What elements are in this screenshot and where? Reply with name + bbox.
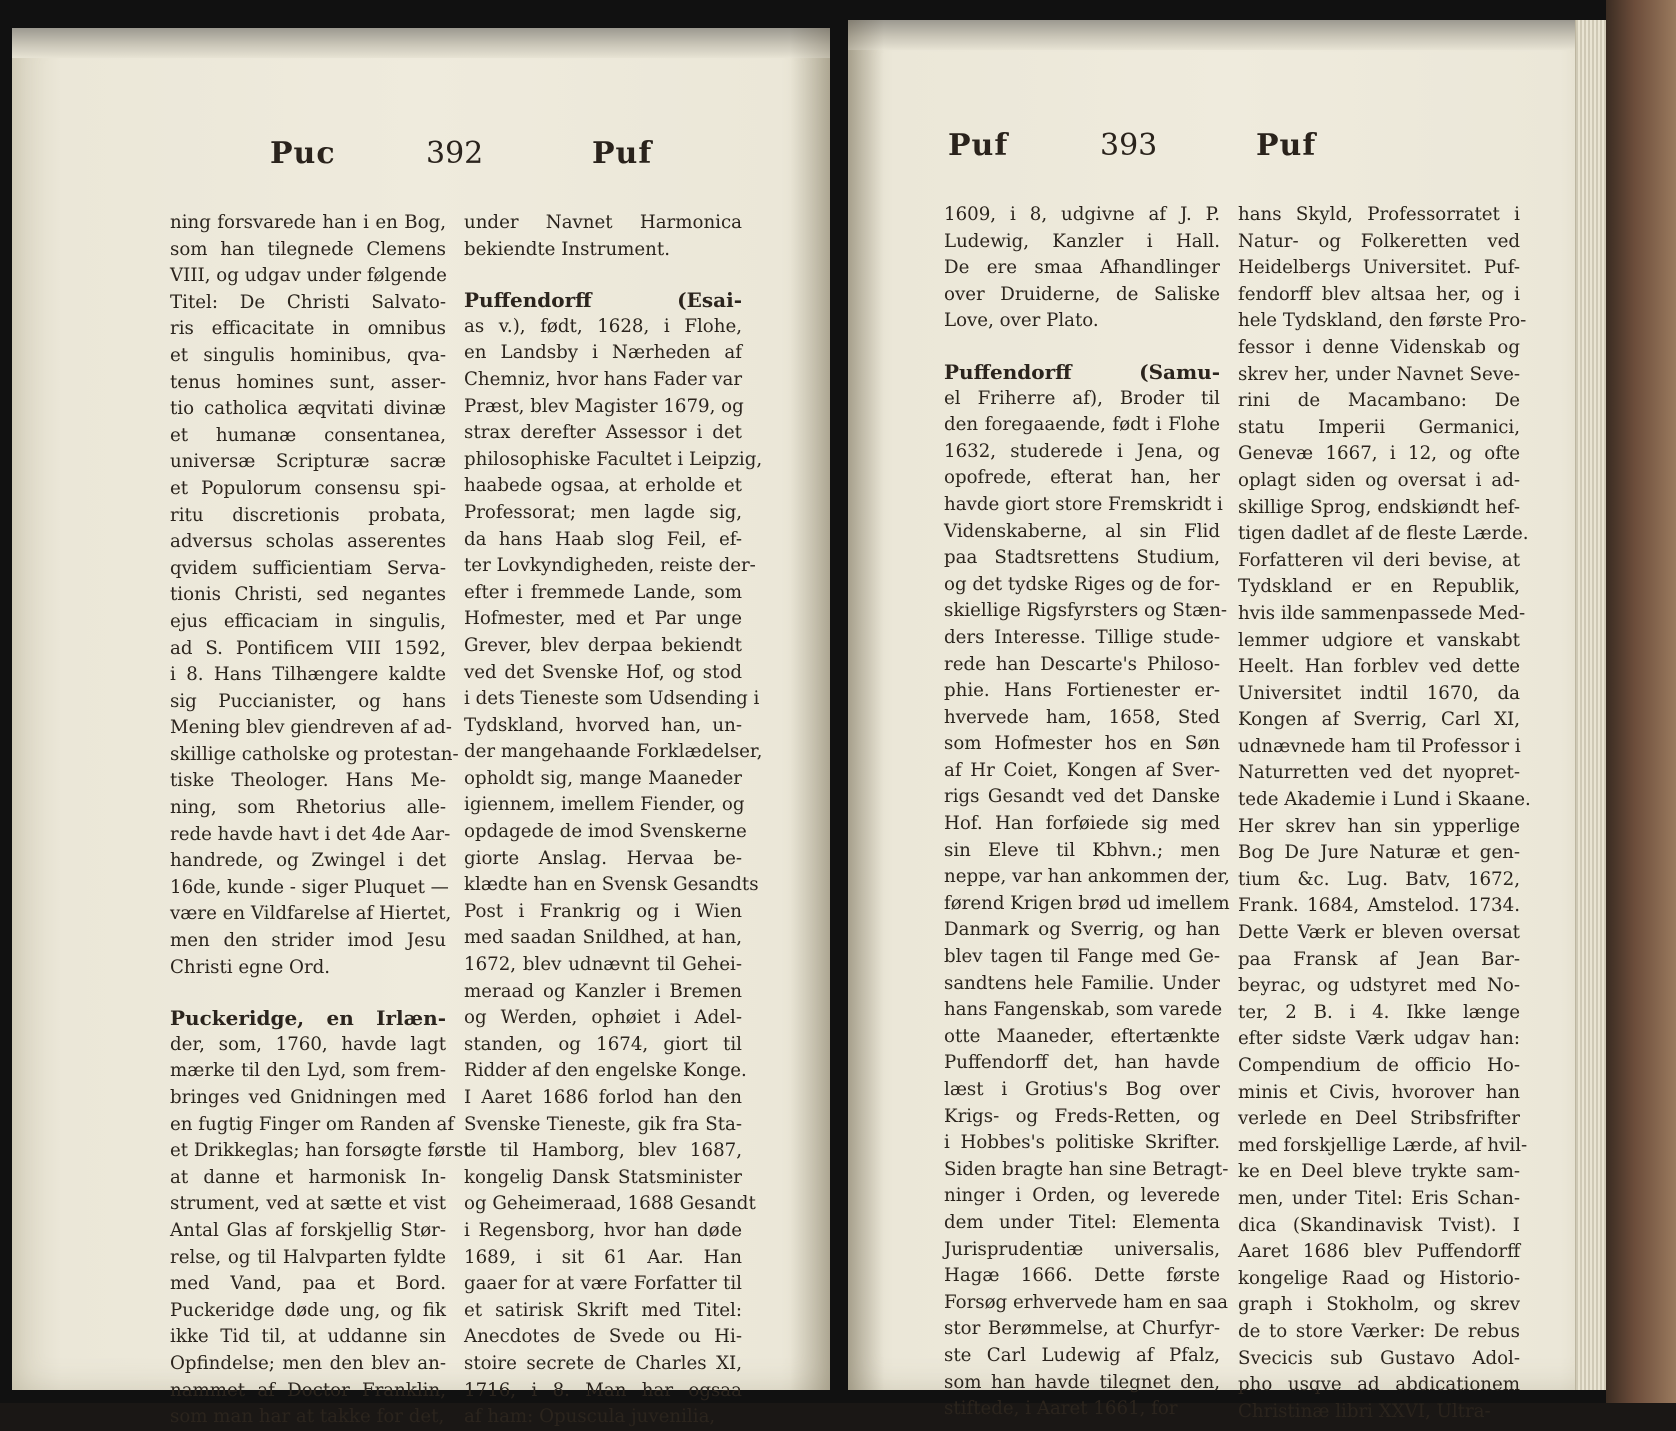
text-line: tenus homines sunt, asser- [170,371,446,393]
text-line: læst i Grotius's Bog over [944,1079,1220,1100]
text-line: nammet af Doctor Franklin, [170,1379,446,1401]
text-line: Forsøg erhvervede ham en saa [944,1291,1228,1313]
text-line: i dets Tieneste som Udsending i [464,688,760,710]
text-line: Hof. Han forføiede sig med [944,813,1220,835]
text-line: verlede en Deel Stribsfrifter [1238,1108,1520,1130]
text-line: i Hobbes's politiske Skrifter. [944,1132,1220,1154]
text-column [170,210,471,1431]
text-line: efter i fremmede Lande, som [464,581,742,603]
text-line: Kongen af Sverrig, Carl XI, [1238,709,1520,731]
left-page [12,28,830,1428]
text-line: Mening blev giendreven af ad- [170,717,452,739]
text-line: Professorat; men lagde sig, [464,501,742,523]
text-line: Frank. 1684, Amstelod. 1734. [1238,895,1520,917]
text-line: stiftede, i Aaret 1661, for [944,1398,1178,1420]
page-top-edge [848,20,1606,50]
text-line: med Vand, paa et Bord. [170,1273,446,1295]
text-line: gaaer for at være Forfatter til [464,1273,742,1295]
text-line: tio catholica æqvitati divinæ [170,398,446,420]
text-line: tigen dadlet af de fleste Lærde. [1238,523,1529,545]
text-line: som Hofmester hos en Søn [944,733,1220,755]
text-line: mærke til den Lyd, som frem- [170,1060,446,1082]
text-line: tede Akademie i Lund i Skaane. [1238,789,1531,811]
text-line: universæ Scripturæ sacræ [170,451,446,473]
text-line: Jurisprudentiæ universalis, [944,1238,1220,1260]
text-line: paa Fransk af Jean Bar- [1238,948,1520,970]
entry-headword-line: Puffendorff (Samu- [944,359,1220,384]
text-line: ke en Deel bleve trykte sam- [1238,1161,1520,1183]
text-line: VIII, og udgav under følgende [170,265,447,287]
text-line: de to store Værker: De rebus [1238,1320,1520,1342]
header-left-word: Puc [270,136,336,171]
text-line: være en Vildfarelse af Hiertet, [170,903,452,925]
text-line: Heidelbergs Universitet. Puf- [1238,257,1520,279]
text-line: Universitet indtil 1670, da [1238,682,1520,704]
text-line: rigs Gesandt ved det Danske [944,786,1220,808]
text-line: ritu discretionis probata, [170,504,446,526]
text-line: Præst, blev Magister 1679, og [464,395,744,417]
text-line: blev tagen til Fange med Ge- [944,946,1220,968]
text-line: philosophiske Facultet i Leipzig, [464,448,763,470]
text-line: Chemniz, hvor hans Fader var [464,368,743,390]
text-line: Videnskaberne, al sin Flid [944,520,1220,542]
text-line: as v.), født, 1628, i Flohe, [464,315,742,337]
header-left-word: Puf [948,128,1009,163]
text-line: 1689, i sit 61 Aar. Han [464,1246,742,1268]
text-line: dica (Skandinavisk Tvist). I [1238,1214,1520,1236]
text-line: opofrede, efterat han, her [944,467,1220,489]
text-line: Danmark og Sverrig, og han [944,919,1220,941]
text-line: Natur- og Folkeretten ved [1238,230,1520,252]
text-line: Antal Glas af forskjellig Stør- [170,1219,446,1241]
text-line: Post i Frankrig og i Wien [464,900,742,922]
text-line: et satirisk Skrift med Titel: [464,1299,742,1321]
text-line: den foregaaende, født i Flohe [944,414,1220,436]
text-line: ninger i Orden, og leverede [944,1185,1220,1207]
paragraph-gap [464,263,742,287]
text-line: ders Interesse. Tillige stude- [944,626,1220,648]
text-line: standen, og 1674, giort til [464,1033,742,1055]
text-line: paa Stadtsrettens Studium, [944,547,1220,569]
text-line: pho usqve ad abdicationem [1238,1374,1520,1396]
text-line: ved det Svenske Hof, og stod [464,661,742,683]
text-line: af ham: Opuscula juvenilia, [464,1406,716,1428]
page-number: 392 [426,136,484,171]
text-line: Tydskland er en Republik, [1238,576,1520,598]
paragraph-gap [944,335,1220,359]
text-line: dem under Titel: Elementa [944,1211,1220,1233]
text-line: statu Imperii Germanici, [1238,416,1520,438]
text-line: i Regensborg, hvor han døde [464,1219,742,1241]
text-line: Grever, blev derpaa bekiendt [464,634,742,656]
text-line: hans Skyld, Professorratet i [1238,204,1520,225]
header-right-word: Puf [1256,128,1317,163]
text-line: haabede ogsaa, at erholde et [464,475,742,497]
text-line: udnævnede ham til Professor i [1238,735,1521,757]
text-line: bekiendte Instrument. [464,238,670,260]
text-line: relse, og til Halvparten fyldte [170,1246,446,1268]
text-line: under Navnet Harmonica [464,212,742,233]
running-header [12,136,830,186]
text-line: hvis ilde sammenpassede Med- [1238,602,1526,624]
text-line: giorte Anslag. Hervaa be- [464,847,742,869]
text-line: kongelige Raad og Historio- [1238,1267,1520,1289]
text-line: de til Hamborg, blev 1687, [464,1140,742,1162]
text-line: stor Berømmelse, at Churfyr- [944,1318,1220,1340]
entry-headword-line: Puffendorff (Esai- [464,288,742,313]
text-line: opdagede de imod Svenskerne [464,821,747,843]
text-line: men, under Titel: Eris Schan- [1238,1187,1520,1209]
text-line: fessor i denne Videnskab og [1238,336,1520,358]
text-line: fendorff blev altsaa her, og i [1238,283,1520,305]
text-line: 1672, blev udnævnt til Gehei- [464,954,742,976]
text-line: otte Maaneder, eftertænkte [944,1025,1220,1047]
text-line: Titel: De Christi Salvato- [170,291,446,313]
text-line: og Geheimeraad, 1688 Gesandt [464,1193,756,1215]
text-line: rede han Descarte's Philoso- [944,653,1220,675]
text-line: klædte han en Svensk Gesandts [464,874,759,896]
text-line: skillige catholske og protestan- [170,743,459,765]
text-column [944,202,1230,1423]
page-stack-edge [1575,20,1606,1390]
text-line: over Druiderne, de Saliske [944,283,1220,305]
text-line: 1632, studerede i Jena, og [944,440,1220,462]
text-line: hvervede ham, 1658, Sted [944,706,1220,728]
text-line: Tydskland, hvorved han, un- [464,714,742,736]
text-line: minis et Civis, hvorover han [1238,1081,1520,1103]
text-line: ter, 2 B. i 4. Ikke længe [1238,1001,1520,1023]
text-line: el Friherre af), Broder til [944,387,1220,409]
text-line: i 8. Hans Tilhængere kaldte [170,664,446,686]
text-line: ad S. Pontificem VIII 1592, [170,637,446,659]
text-line: og Werden, ophøiet i Adel- [464,1007,742,1029]
text-line: med saadan Snildhed, at han, [464,927,742,949]
right-page [848,20,1606,1422]
gutter-shadow [848,20,884,1390]
text-line: tium &c. Lug. Batv, 1672, [1238,868,1520,890]
text-line: Puckeridge døde ung, og fik [170,1299,446,1321]
text-line: lemmer udgiore et vanskabt [1238,629,1520,651]
text-line: Aaret 1686 blev Puffendorff [1238,1241,1520,1263]
text-line: ris efficacitate in omnibus [170,318,446,340]
text-line: Christi egne Ord. [170,956,331,978]
text-line: graph i Stokholm, og skrev [1238,1294,1520,1316]
text-line: igiennem, imellem Fiender, og [464,794,745,816]
text-line: at danne et harmonisk In- [170,1166,446,1188]
text-line: Svecicis sub Gustavo Adol- [1238,1347,1520,1369]
text-line: skillige Sprog, endskiøndt hef- [1238,496,1520,518]
text-line: oplagt siden og oversat i ad- [1238,469,1520,491]
text-line: Krigs- og Freds-Retten, og [944,1105,1220,1127]
text-line: et humanæ consentanea, [170,424,446,446]
text-line: strument, ved at sætte et vist [170,1193,446,1215]
text-line: bringes ved Gnidningen med [170,1087,446,1108]
text-line: et Drikkeglas; han forsøgte først [170,1140,471,1162]
text-line: qvidem sufficientiam Serva- [170,557,446,579]
entry-headword-line: Puckeridge, en Irlæn- [170,1006,446,1031]
text-line: ikke Tid til, at uddanne sin [170,1326,446,1348]
page-top-edge [12,28,830,58]
text-line: Genevæ 1667, i 12, og ofte [1238,443,1520,465]
text-line: Bog De Jure Naturæ et gen- [1238,842,1520,864]
text-line: skrev her, under Navnet Seve- [1238,363,1520,385]
text-line: strax derefter Assessor i det [464,422,742,444]
text-column [1238,202,1531,1425]
text-line: Siden bragte han sine Betragt- [944,1158,1229,1180]
text-line: Hofmester, med et Par unge [464,608,742,630]
text-line: sig Puccianister, og hans [170,690,446,712]
text-line: Svenske Tieneste, gik fra Sta- [464,1113,742,1135]
text-column [464,210,763,1431]
text-line: et Populorum consensu spi- [170,477,446,499]
text-line: Opfindelse; men den blev an- [170,1352,446,1374]
text-line: der, som, 1760, havde lagt [170,1033,446,1055]
text-line: Ridder af den engelske Konge. [464,1060,747,1082]
text-line: ejus efficaciam in singulis, [170,610,446,632]
text-line: som han tilegnede Clemens [170,238,446,260]
text-line: meraad og Kanzler i Bremen [464,980,742,1002]
text-line: efter sidste Værk udgav han: [1238,1028,1520,1050]
text-line: havde giort store Fremskridt i [944,493,1223,515]
text-line: da hans Haab slog Feil, ef- [464,528,742,550]
book-cover-edge [1606,0,1676,1403]
text-line: sandtens hele Familie. Under [944,972,1220,994]
text-line: Compendium de officio Ho- [1238,1055,1520,1076]
text-line: rini de Macambano: De [1238,390,1520,412]
text-line: et singulis hominibus, qva- [170,344,446,366]
running-header [848,128,1606,178]
text-line: og det tydske Riges og de for- [944,573,1221,595]
text-line: Hagæ 1666. Dette første [944,1265,1220,1287]
text-line: neppe, var han ankommen der, [944,866,1230,888]
text-line: Puffendorff det, han havde [944,1052,1220,1074]
gutter-shadow [790,28,830,1390]
text-line: ste Carl Ludewig af Pfalz, [944,1344,1220,1366]
text-line: Christinæ libri XXVI, Ultra- [1238,1400,1491,1422]
text-line: som han havde tilegnet den, [944,1371,1220,1393]
text-line: 16de, kunde - siger Pluquet — [170,876,449,898]
header-right-word: Puf [592,136,653,171]
text-line: Forfatteren vil deri bevise, at [1238,549,1520,571]
text-line: Anecdotes de Svede ou Hi- [464,1326,742,1348]
text-line: Dette Værk er bleven oversat [1238,922,1520,944]
text-line: en Landsby i Nærheden af [464,342,742,364]
text-line: 1609, i 8, udgivne af J. P. [944,204,1220,225]
text-line: med forskjellige Lærde, af hvil- [1238,1134,1528,1156]
text-line: rede havde havt i det 4de Aar- [170,823,451,845]
text-line: handrede, og Zwingel i det [170,850,446,872]
text-line: tiske Theologer. Hans Me- [170,770,446,792]
text-line: hele Tydskland, den første Pro- [1238,310,1527,332]
text-line: hans Fangenskab, som varede [944,999,1223,1021]
text-line: I Aaret 1686 forlod han den [464,1087,742,1108]
text-line: ning, som Rhetorius alle- [170,797,446,819]
text-line: stoire secrete de Charles XI, [464,1352,742,1374]
text-line: ning forsvarede han i en Bog, [170,212,446,233]
text-line: Heelt. Han forblev ved dette [1238,656,1520,678]
text-line: som man har at takke for det, [170,1406,445,1428]
text-line: af Hr Coiet, Kongen af Sver- [944,759,1220,781]
text-line: sin Eleve til Kbhvn.; men [944,839,1220,861]
text-line: tionis Christi, sed negantes [170,584,446,606]
text-line: skiellige Rigsfyrsters og Stæn- [944,600,1228,622]
text-line: Ludewig, Kanzler i Hall. [944,230,1220,252]
text-line: Her skrev han sin ypperlige [1238,815,1520,837]
text-line: De ere smaa Afhandlinger [944,257,1220,279]
text-line: ter Lovkyndigheden, reiste der- [464,555,756,577]
text-line: adversus scholas asserentes [170,531,446,553]
text-line: phie. Hans Fortienester er- [944,680,1220,702]
paragraph-gap [170,981,446,1005]
text-line: 1716, i 8. Man har ogsaa [464,1379,742,1401]
text-line: Love, over Plato. [944,310,1099,332]
page-number: 393 [1100,128,1158,163]
text-line: opholdt sig, mange Maaneder [464,767,742,789]
text-line: kongelig Dansk Statsminister [464,1166,742,1188]
text-line: der mangehaande Forklædelser, [464,741,763,763]
text-line: beyrac, og udstyret med No- [1238,975,1520,997]
text-line: førend Krigen brød ud imellem [944,892,1230,914]
text-line: Naturretten ved det nyopret- [1238,762,1520,784]
text-line: men den strider imod Jesu [170,930,446,952]
text-line: en fugtig Finger om Randen af [170,1113,455,1135]
